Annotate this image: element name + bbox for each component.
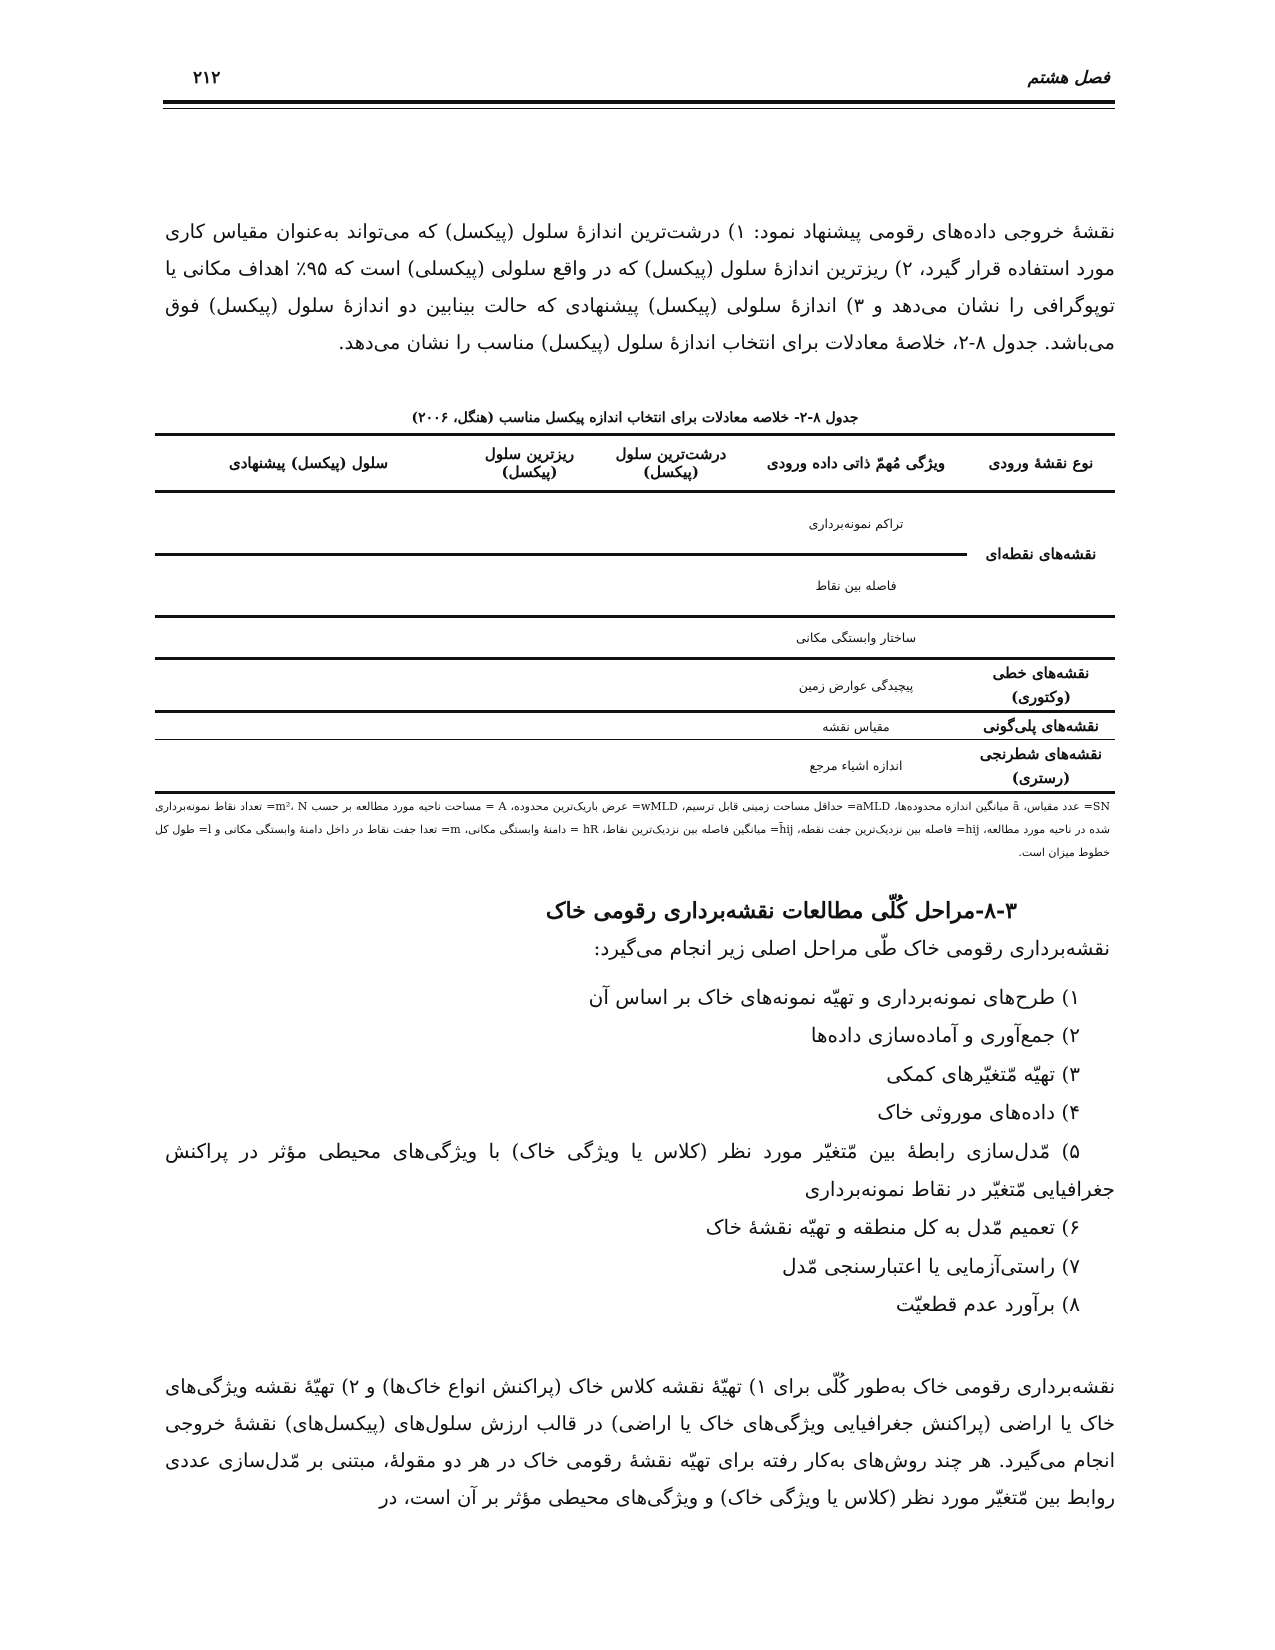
- table-note: SN= عدد مقیاس، ā میانگین اندازه محدوده‌ها، aMLD= حداقل مساحت زمینی قابل ترسیم، wMLD= عرض باریک‌ترین محدوده، A = مساحت ناحیه مورد مطالعه بر حسب m²، N= تعداد نقاط نمونه‌برداری شده در ناحیه مورد مطالعه، hij= فاصله بین نزدیک‌ترین جفت نقطه، h̄ij= میانگین فاصله بین نزدیک‌ترین نقاط، hR = دامنهٔ وابستگی مکانی، m= تعدا جفت نقاط در داخل دامنهٔ وابستگی مکانی و l= طول کل خطوط میزان است.: [155, 800, 1111, 859]
- row-property: پیچیدگی عوارض زمین: [745, 659, 967, 712]
- header-property: ویژگی مُهمّ ذاتی داده ورودی: [745, 435, 967, 492]
- header-finest: ریزترین سلول (پیکسل): [462, 435, 597, 492]
- steps-list: [165, 978, 1115, 1324]
- header-input-type: نوع نقشهٔ ورودی: [967, 435, 1115, 492]
- table-row: [155, 712, 1115, 740]
- row-category: نقشه‌های خطی (وکتوری): [967, 659, 1115, 712]
- table-row: [155, 740, 1115, 793]
- list-item: ۸) برآورد عدم قطعیّت: [895, 1292, 1080, 1317]
- row-property: فاصله بین نقاط: [745, 555, 967, 617]
- list-item: ۷) راستی‌آزمایی یا اعتبارسنجی مّدل: [781, 1253, 1080, 1278]
- row-property: ساختار وابستگی مکانی: [745, 617, 967, 659]
- table-header-row: [155, 435, 1115, 492]
- table-row: [155, 617, 1115, 659]
- row-property: تراکم نمونه‌برداری: [745, 492, 967, 555]
- header-coarsest: درشت‌ترین سلول (پیکسل): [597, 435, 745, 492]
- table-row: [155, 659, 1115, 712]
- row-category: نقشه‌های پلی‌گونی: [967, 712, 1115, 740]
- section-intro: نقشه‌برداری رقومی خاک طّی مراحل اصلی زیر انجام می‌گیرد:: [593, 936, 1110, 960]
- list-item: ۲) جمع‌آوری و آماده‌سازی داده‌ها: [810, 1023, 1080, 1048]
- list-item: ۴) داده‌های موروثی خاک: [877, 1100, 1080, 1125]
- section-title: ۸-۳-مراحل کُلّی مطالعات نقشه‌برداری رقومی خاک: [545, 898, 1017, 924]
- pixel-size-table: [155, 433, 1115, 794]
- paragraph-1: نقشهٔ خروجی داده‌های رقومی پیشنهاد نمود: ۱) درشت‌ترین اندازهٔ سلول (پیکسل) که می‌تواند به‌عنوان مقیاس کاری مورد استفاده قرار گیرد، ۲) ریزترین اندازهٔ سلول (پیکسل) که در واقع سلولی (پیکسلی) است که ۹۵٪ اهداف مکانی یا توپوگرافی را نشان می‌دهد و ۳) اندازهٔ سلولی (پیکسل) پیشنهادی که حالت بینابین دو اندازهٔ سلول (پیکسل) فوق می‌باشد. جدول ۸-۲، خلاصهٔ معادلات برای انتخاب اندازهٔ سلول (پیکسل) مناسب را نشان می‌دهد.: [165, 220, 1116, 354]
- page-number: ۲۱۲: [193, 68, 221, 88]
- list-item: ۳) تهیّه مّتغیّرهای کمکی: [886, 1061, 1080, 1086]
- row-category: نقشه‌های شطرنجی (رستری): [967, 740, 1115, 793]
- header-rule-thin: [163, 108, 1115, 109]
- list-item: ۱) طرح‌های نمونه‌برداری و تهیّه نمونه‌های خاک بر اساس آن: [588, 985, 1080, 1009]
- table-row: [155, 492, 1115, 555]
- row-property: اندازه اشیاء مرجع: [745, 740, 967, 793]
- list-item: ۶) تعمیم مّدل به کل منطقه و تهیّه نقشهٔ خاک: [705, 1215, 1080, 1240]
- paragraph-3: نقشه‌برداری رقومی خاک به‌طور کُلّی برای ۱) تهیّهٔ نقشه کلاس خاک (پراکنش انواع خاک‌ها) و ۲) تهیّهٔ نقشه ویژگی‌های خاک یا اراضی (پراکنش جغرافیایی ویژگی‌های خاک یا اراضی) در قالب ارزش سلول‌های (پیکسل‌های) نقشهٔ خروجی انجام می‌گیرد. هر چند روش‌های به‌کار رفته برای تهیّه نقشهٔ رقومی خاک در هر دو مقولهٔ، مبتنی بر مّدل‌سازی عددی روابط بین مّتغیّر مورد نظر (کلاس یا ویژگی خاک) و ویژگی‌های محیطی مؤثر بر آن است، در: [165, 1375, 1116, 1509]
- row-property: مقیاس نقشه: [745, 712, 967, 740]
- header-suggested: سلول (پیکسل) پیشنهادی: [155, 435, 462, 492]
- list-item: ۵) مّدل‌سازی رابطهٔ بین مّتغیّر مورد نظر (کلاس یا ویژگی خاک) با ویژگی‌های محیطی مؤثر در پراکنش جغرافیایی مّتغیّر در نقاط نمونه‌برداری: [165, 1138, 1115, 1202]
- row-category: نقشه‌های نقطه‌ای: [967, 492, 1115, 617]
- chapter-header: فصل هشتم: [1027, 68, 1110, 88]
- table-caption: جدول ۸-۲- خلاصه معادلات برای انتخاب اندازه پیکسل مناسب (هنگل، ۲۰۰۶): [411, 410, 859, 426]
- header-rule-thick: [163, 100, 1115, 104]
